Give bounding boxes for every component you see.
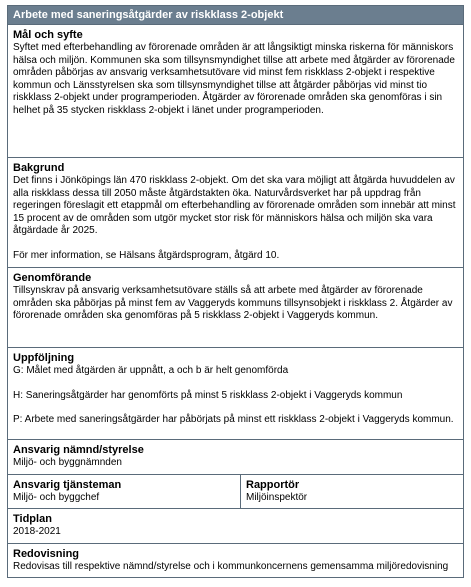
tidplan-heading: Tidplan — [13, 513, 52, 525]
bakgrund-note: För mer information, se Hälsans åtgärdsprogram, åtgärd 10. — [13, 249, 280, 261]
uppfoljning-g: G: Målet med åtgärden är uppnått, a och b är helt genomförda — [13, 365, 289, 376]
redovisning-value: Redovisas till respektive nämnd/styrelse och i kommunkoncernens gemensamma miljöredovisning — [13, 560, 449, 572]
mal-heading: Mål och syfte — [13, 29, 83, 41]
section-redovisning — [8, 543, 463, 578]
row-tjansteman-rapportor — [8, 474, 463, 509]
bakgrund-text: Det finns i Jönköpings län 470 riskklass 2-objekt. Om det ska vara möjligt att åtgärda huvuddelen av alla riskklass dessa till 2050 måste åtgärdstakten öka. Naturvårdsverket har på uppdrag från regeringen föreslagit ett etappmål om efterbehandling av förorenade områden som innebär att minst 15 procent av de områden som utgör mycket stor risk för människors hälsa och miljön ska vara åtgärdade år 2025. — [13, 175, 456, 236]
ansvarig-tjansteman-heading: Ansvarig tjänsteman — [13, 478, 122, 491]
ansvarig-namnd-heading: Ansvarig nämnd/styrelse — [13, 444, 144, 456]
rapportor-heading: Rapportör — [246, 478, 300, 491]
cell-ansvarig-tjansteman — [8, 475, 241, 509]
tidplan-value: 2018-2021 — [13, 526, 61, 537]
action-card — [7, 5, 464, 578]
section-uppfoljning — [8, 347, 463, 439]
card-title: Arbete med saneringsåtgärder av riskklass 2-objekt — [8, 6, 463, 24]
section-genomforande — [8, 267, 463, 347]
section-bakgrund — [8, 157, 463, 267]
genomforande-heading: Genomförande — [13, 272, 92, 284]
rapportor-value: Miljöinspektör — [246, 491, 308, 503]
ansvarig-tjansteman-value: Miljö- och byggchef — [13, 491, 100, 503]
ansvarig-namnd-value: Miljö- och byggnämnden — [13, 457, 122, 468]
bakgrund-heading: Bakgrund — [13, 162, 65, 174]
section-mal — [8, 24, 463, 157]
mal-text: Syftet med efterbehandling av förorenade områden är att långsiktigt minska riskerna för människors hälsa och miljön. Kommunen ska som tillsynsmyndighet tillse att arbete med åtgärder av förorenade områden påbörjas av ansvarig verksamhetsutövare vid minst fem riskklass 2-objekt i respektive kommun och Länsstyrelsen ska som tillsynsmyndighet tillse att åtgärder påbörjas vid minst tio riskklass 2-objekt under programperioden. Åtgärder av förorenade områden ska genomföras i sin helhet på 35 stycken riskklass 2-objekt i länet under programperioden. — [13, 42, 455, 116]
uppfoljning-heading: Uppföljning — [13, 352, 75, 364]
uppfoljning-h: H: Saneringsåtgärder har genomförts på minst 5 riskklass 2-objekt i Vaggeryds kommun — [13, 389, 403, 401]
uppfoljning-p: P: Arbete med saneringsåtgärder har påbörjats på minst ett riskklass 2-objekt i Vaggeryds kommun. — [13, 414, 454, 425]
section-ansvarig-namnd — [8, 439, 463, 474]
redovisning-heading: Redovisning — [13, 547, 80, 560]
cell-rapportor — [241, 475, 463, 509]
section-tidplan — [8, 508, 463, 543]
genomforande-text: Tillsynskrav på ansvarig verksamhetsutövare ställs så att arbete med åtgärder av förorenade områden ska påbörjas på minst fem av Vaggeryds kommuns tillsynsobjekt i riskklass 2. Åtgärder av förorenade områden ska genomföras på 5 riskklass 2-objekt i Vaggeryds kommun. — [13, 285, 453, 321]
